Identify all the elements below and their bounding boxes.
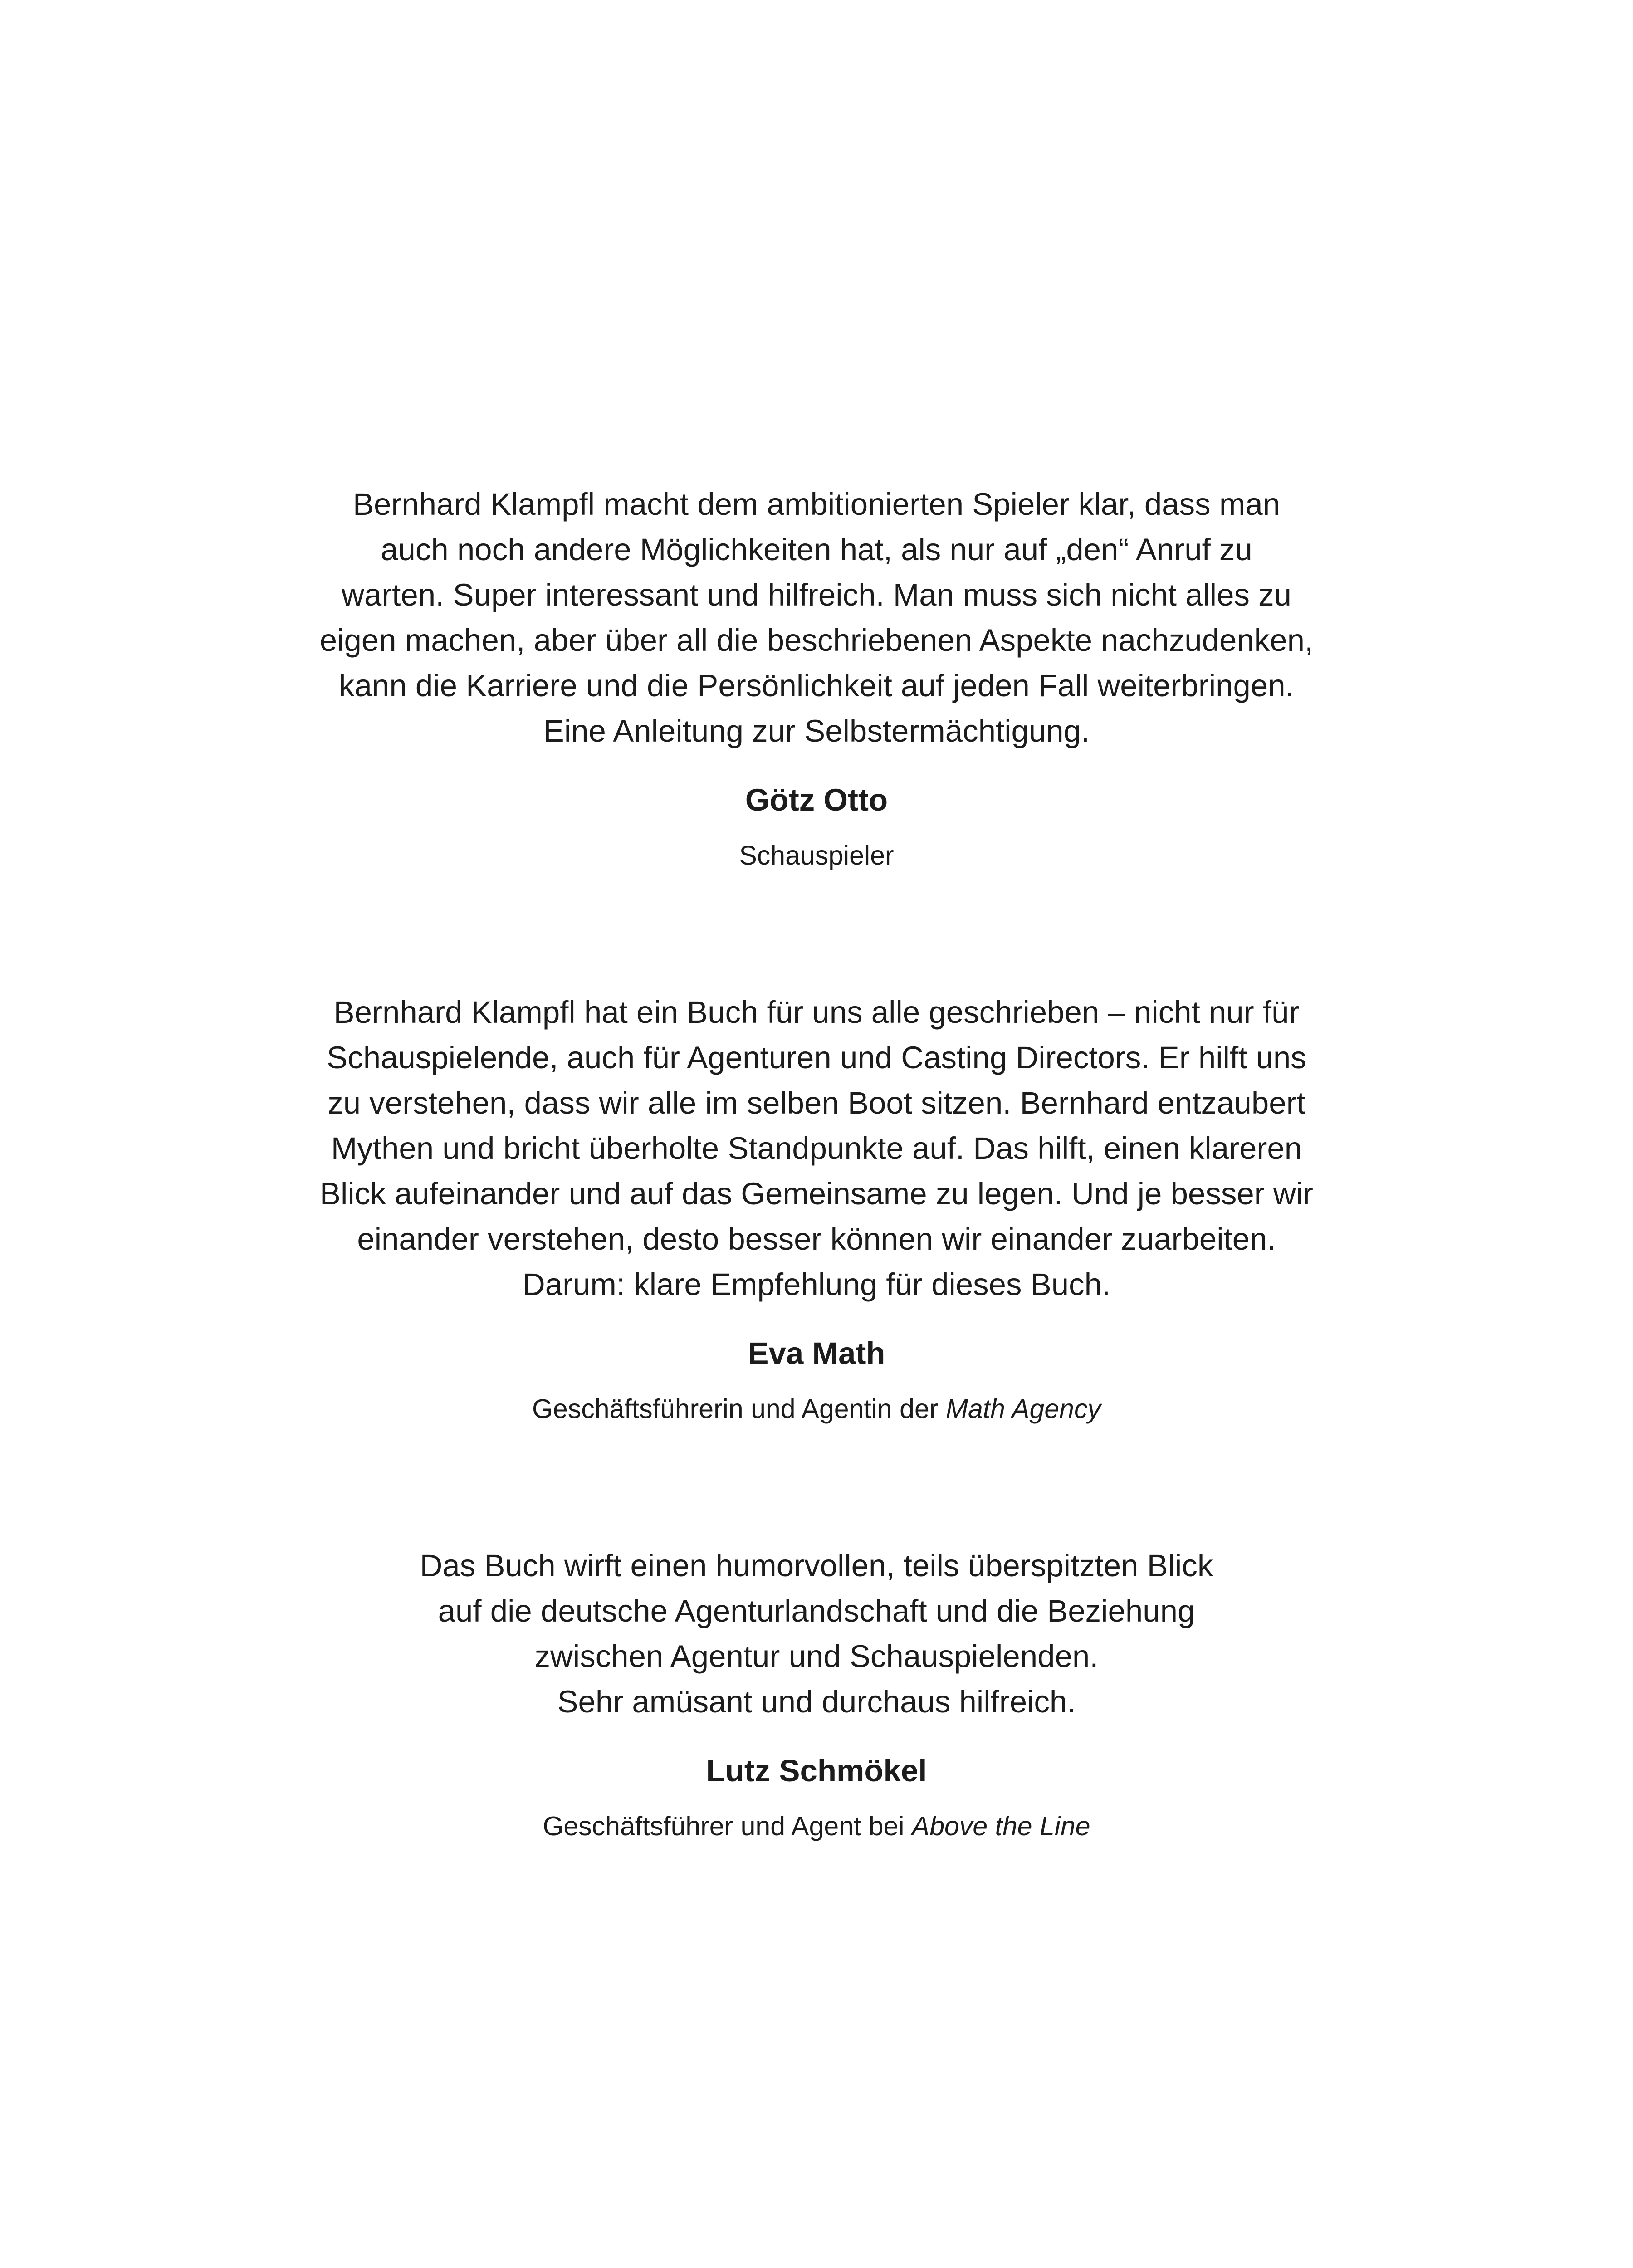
quote-line: warten. Super interessant und hilfreich. Man muss sich nicht alles zu [342, 577, 1291, 612]
quote-line: Eine Anleitung zur Selbstermächtigung. [543, 714, 1090, 748]
quote-line: Schauspielende, auch für Agenturen und Casting Directors. Er hilft uns [327, 1040, 1306, 1075]
quote-line: zwischen Agentur und Schauspielenden. [534, 1639, 1099, 1674]
author-name: Eva Math [748, 1336, 885, 1371]
quote-line: Bernhard Klampfl hat ein Buch für uns alle geschrieben – nicht nur für [333, 995, 1300, 1030]
author-name: Götz Otto [745, 782, 888, 817]
testimonial [0, 990, 1633, 1427]
role-text: Geschäftsführer und Agent bei [543, 1811, 912, 1841]
author-role [0, 1808, 1633, 1844]
role-text: Schauspieler [739, 841, 894, 870]
quote-line: auch noch andere Möglichkeiten hat, als nur auf „den“ Anruf zu [381, 532, 1252, 567]
quote-line: Bernhard Klampfl macht dem ambitionierten Spieler klar, dass man [352, 487, 1281, 522]
quote-line: Sehr amüsant und durchaus hilfreich. [557, 1684, 1076, 1719]
quote-text [0, 482, 1633, 754]
quote-text [0, 1543, 1633, 1725]
author-name: Lutz Schmökel [706, 1753, 927, 1788]
quote-line: einander verstehen, desto besser können wir einander zuarbeiten. [357, 1222, 1276, 1256]
quote-line: Darum: klare Empfehlung für dieses Buch. [522, 1267, 1111, 1302]
quote-line: Mythen und bricht überholte Standpunkte auf. Das hilft, einen klareren [331, 1131, 1302, 1166]
quote-text [0, 990, 1633, 1307]
author-role [0, 837, 1633, 874]
quote-line: Blick aufeinander und auf das Gemeinsame zu legen. Und je besser wir [319, 1176, 1314, 1211]
quote-line: kann die Karriere und die Persönlichkeit auf jeden Fall weiterbringen. [339, 668, 1294, 703]
testimonial [0, 1543, 1633, 1844]
quote-line: Das Buch wirft einen humorvollen, teils überspitzten Blick [420, 1548, 1213, 1583]
testimonial [0, 482, 1633, 874]
quote-line: auf die deutsche Agenturlandschaft und die Beziehung [438, 1593, 1195, 1628]
author-role [0, 1391, 1633, 1427]
role-organization: Math Agency [945, 1394, 1101, 1424]
role-text: Geschäftsführerin und Agentin der [532, 1394, 946, 1424]
quote-line: eigen machen, aber über all die beschriebenen Aspekte nachzudenken, [319, 623, 1314, 658]
quote-line: zu verstehen, dass wir alle im selben Boot sitzen. Bernhard entzaubert [328, 1085, 1305, 1120]
role-organization: Above the Line [911, 1811, 1090, 1841]
